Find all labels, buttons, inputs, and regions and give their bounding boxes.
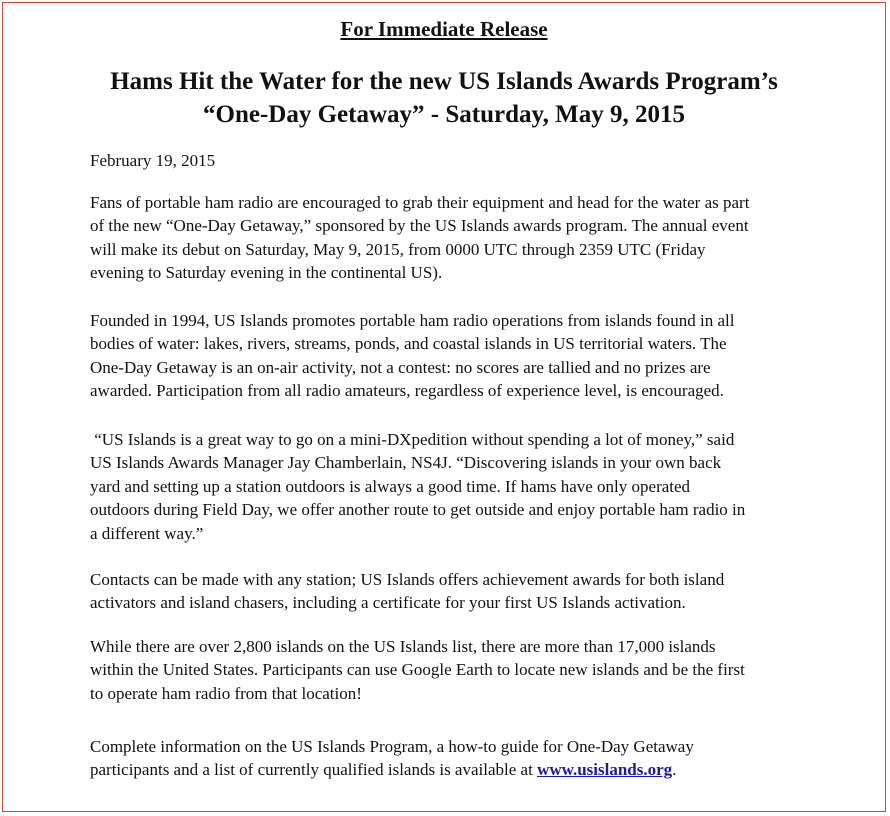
paragraph-line: outdoors during Field Day, we offer another route to get outside and enjoy portable ham radio in bbox=[90, 500, 746, 520]
website-link[interactable]: www.usislands.org bbox=[537, 760, 673, 780]
headline-line-1: Hams Hit the Water for the new US Islands Awards Program’s bbox=[110, 68, 778, 95]
paragraph-line: Contacts can be made with any station; US Islands offers achievement awards for both island bbox=[90, 570, 725, 589]
paragraph-line: will make its debut on Saturday, May 9, 2015, from 0000 UTC through 2359 UTC (Friday bbox=[90, 239, 706, 259]
paragraph-line: to operate ham radio from that location! bbox=[90, 683, 362, 703]
paragraph-line: within the United States. Participants can use Google Earth to locate new islands and be the first bbox=[90, 660, 745, 680]
paragraph-line-with-link bbox=[90, 758, 850, 781]
paragraph-line: bodies of water: lakes, rivers, streams, ponds, and coastal islands in US territorial waters. The bbox=[90, 334, 727, 354]
headline-line-2: “One-Day Getaway” - Saturday, May 9, 2015 bbox=[203, 101, 685, 128]
paragraph-line: awarded. Participation from all radio amateurs, regardless of experience level, is encouraged. bbox=[90, 381, 724, 401]
paragraph-more-info bbox=[90, 735, 850, 782]
paragraph-line: yard and setting up a station outdoors is always a good time. If hams have only operated bbox=[90, 476, 691, 496]
paragraph-line: Founded in 1994, US Islands promotes portable ham radio operations from islands found in all bbox=[90, 311, 735, 330]
paragraph-islands-count bbox=[90, 635, 850, 705]
paragraph-contacts bbox=[90, 568, 850, 615]
paragraph-line: One-Day Getaway is an on-air activity, not a contest: no scores are tallied and no prizes are bbox=[90, 357, 711, 377]
paragraph-intro bbox=[90, 191, 850, 285]
document-page bbox=[2, 2, 886, 812]
paragraph-line: Complete information on the US Islands Program, a how-to guide for One-Day Getaway bbox=[90, 737, 694, 756]
paragraph-line: While there are over 2,800 islands on the US Islands list, there are more than 17,000 islands bbox=[90, 637, 716, 656]
release-label: For Immediate Release bbox=[340, 17, 548, 41]
paragraph-quote bbox=[90, 428, 850, 545]
paragraph-founded bbox=[90, 309, 850, 403]
link-trailing-period: . bbox=[672, 760, 677, 780]
paragraph-line-text: participants and a list of currently qualified islands is available at bbox=[90, 760, 538, 780]
release-date: February 19, 2015 bbox=[90, 151, 216, 170]
headline bbox=[3, 65, 885, 131]
paragraph-line: activators and island chasers, including a certificate for your first US Islands activation. bbox=[90, 593, 686, 613]
paragraph-line: of the new “One-Day Getaway,” sponsored by the US Islands awards program. The annual event bbox=[90, 216, 749, 236]
paragraph-line: “US Islands is a great way to go on a mini-DXpedition without spending a lot of money,” said bbox=[90, 430, 735, 449]
paragraph-line: US Islands Awards Manager Jay Chamberlain, NS4J. “Discovering islands in your own back bbox=[90, 453, 722, 473]
paragraph-line: evening to Saturday evening in the continental US). bbox=[90, 263, 443, 283]
paragraph-line: a different way.” bbox=[90, 523, 204, 543]
paragraph-line: Fans of portable ham radio are encouraged to grab their equipment and head for the water as part bbox=[90, 193, 750, 212]
